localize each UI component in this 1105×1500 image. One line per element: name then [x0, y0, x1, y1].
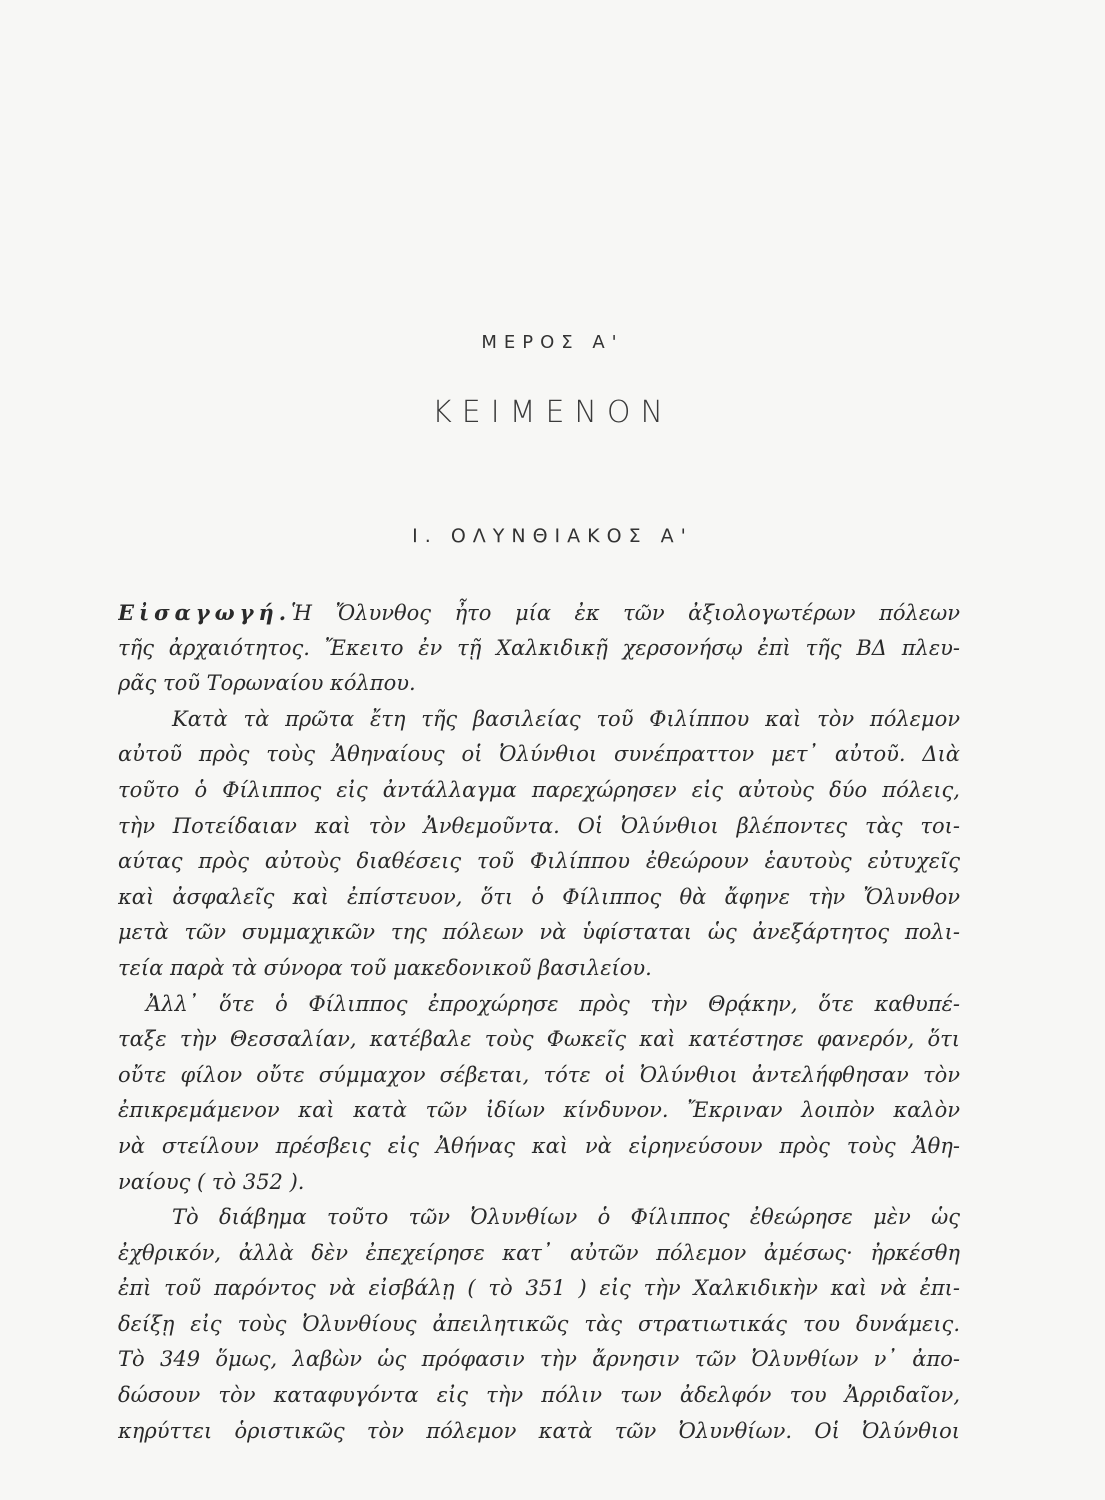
- text-line: μετὰ τῶν συμμαχικῶν της πόλεων νὰ ὑφίσταται ὡς ἀνεξάρτητος πολι-: [118, 920, 960, 945]
- text-line: καὶ ἀσφαλεῖς καὶ ἐπίστευον, ὅτι ὁ Φίλιππος θὰ ἄφηνε τὴν Ὄλυνθον: [118, 884, 960, 909]
- text-line: Τὸ διάβημα τοῦτο τῶν Ὀλυνθίων ὁ Φίλιππος ἐθεώρησε μὲν ὡς: [172, 1205, 960, 1230]
- text-line: τὴν Ποτείδαιαν καὶ τὸν Ἀνθεμοῦντα. Οἱ Ὀλύνθιοι βλέποντες τὰς τοι-: [118, 813, 960, 838]
- text-line: ἐπὶ τοῦ παρόντος νὰ εἰσβάλῃ ( τὸ 351 ) εἰς τὴν Χαλκιδικὴν καὶ νὰ ἐπι-: [118, 1276, 960, 1301]
- section-title: ΚΕΙΜΕΝΟΝ: [432, 395, 673, 430]
- text-line: ἐπικρεμάμενον καὶ κατὰ τῶν ἰδίων κίνδυνον. Ἔκριναν λοιπὸν καλὸν: [118, 1098, 960, 1123]
- text-line: τεία παρὰ τὰ σύνορα τοῦ μακεδονικοῦ βασιλείου.: [118, 955, 652, 980]
- text-line: Κατὰ τὰ πρῶτα ἔτη τῆς βασιλείας τοῦ Φιλίππου καὶ τὸν πόλεμον: [172, 706, 960, 731]
- text-line: αὐτοῦ πρὸς τοὺς Ἀθηναίους οἱ Ὀλύνθιοι συνέπραττον μετ᾽ αὐτοῦ. Διὰ: [118, 742, 960, 767]
- text-line: ναίους ( τὸ 352 ).: [118, 1169, 305, 1194]
- text-line: ρᾶς τοῦ Τορωναίου κόλπου.: [118, 671, 416, 696]
- chapter-title: Ι. ΟΛΥΝΘΙΑΚΟΣ Α': [412, 525, 693, 547]
- text-line: δώσουν τὸν καταφυγόντα εἰς τὴν πόλιν των ἀδελφόν του Ἀρριδαῖον,: [118, 1383, 960, 1408]
- intro-line: [118, 595, 960, 631]
- text-line: Ἀλλ᾽ ὅτε ὁ Φίλιππος ἐπροχώρησε πρὸς τὴν Θρᾴκην, ὅτε καθυπέ-: [146, 991, 960, 1016]
- part-label: ΜΕΡΟΣ Α': [481, 332, 624, 353]
- text-line: κηρύττει ὁριστικῶς τὸν πόλεμον κατὰ τῶν Ὀλυνθίων. Οἱ Ὀλύνθιοι: [118, 1418, 960, 1443]
- text-line: Τὸ 349 ὅμως, λαβὼν ὡς πρόφασιν τὴν ἄρνησιν τῶν Ὀλυνθίων ν᾽ ἀπο-: [118, 1347, 960, 1372]
- text-line: νὰ στείλουν πρέσβεις εἰς Ἀθήνας καὶ νὰ εἰρηνεύσουν πρὸς τοὺς Ἀθη-: [118, 1133, 960, 1158]
- text-line: οὔτε φίλον οὔτε σύμμαχον σέβεται, τότε οἱ Ὀλύνθιοι ἀντελήφθησαν τὸν: [118, 1062, 960, 1087]
- text-line: δείξῃ εἰς τοὺς Ὀλυνθίους ἀπειλητικῶς τὰς στρατιωτικάς του δυνάμεις.: [118, 1311, 960, 1336]
- text-line: τοῦτο ὁ Φίλιππος εἰς ἀντάλλαγμα παρεχώρησεν εἰς αὐτοὺς δύο πόλεις,: [118, 777, 960, 802]
- text-line: αύτας πρὸς αὐτοὺς διαθέσεις τοῦ Φιλίππου ἐθεώρουν ἑαυτοὺς εὐτυχεῖς: [118, 849, 960, 874]
- text-line: ταξε τὴν Θεσσαλίαν, κατέβαλε τοὺς Φωκεῖς καὶ κατέστησε φανερόν, ὅτι: [118, 1027, 960, 1052]
- body-text: [118, 595, 960, 1449]
- intro-label: Εἰσαγωγή.: [118, 600, 292, 625]
- text-line: τῆς ἀρχαιότητος. Ἔκειτο ἐν τῇ Χαλκιδικῇ χερσονήσῳ ἐπὶ τῆς ΒΔ πλευ-: [118, 635, 960, 660]
- intro-text: Ἡ Ὄλυνθος ἦτο μία ἐκ τῶν ἀξιολογωτέρων πόλεων: [291, 601, 960, 625]
- text-line: ἐχθρικόν, ἀλλὰ δὲν ἐπεχείρησε κατ᾽ αὐτῶν πόλεμον ἀμέσως· ἠρκέσθη: [118, 1240, 960, 1265]
